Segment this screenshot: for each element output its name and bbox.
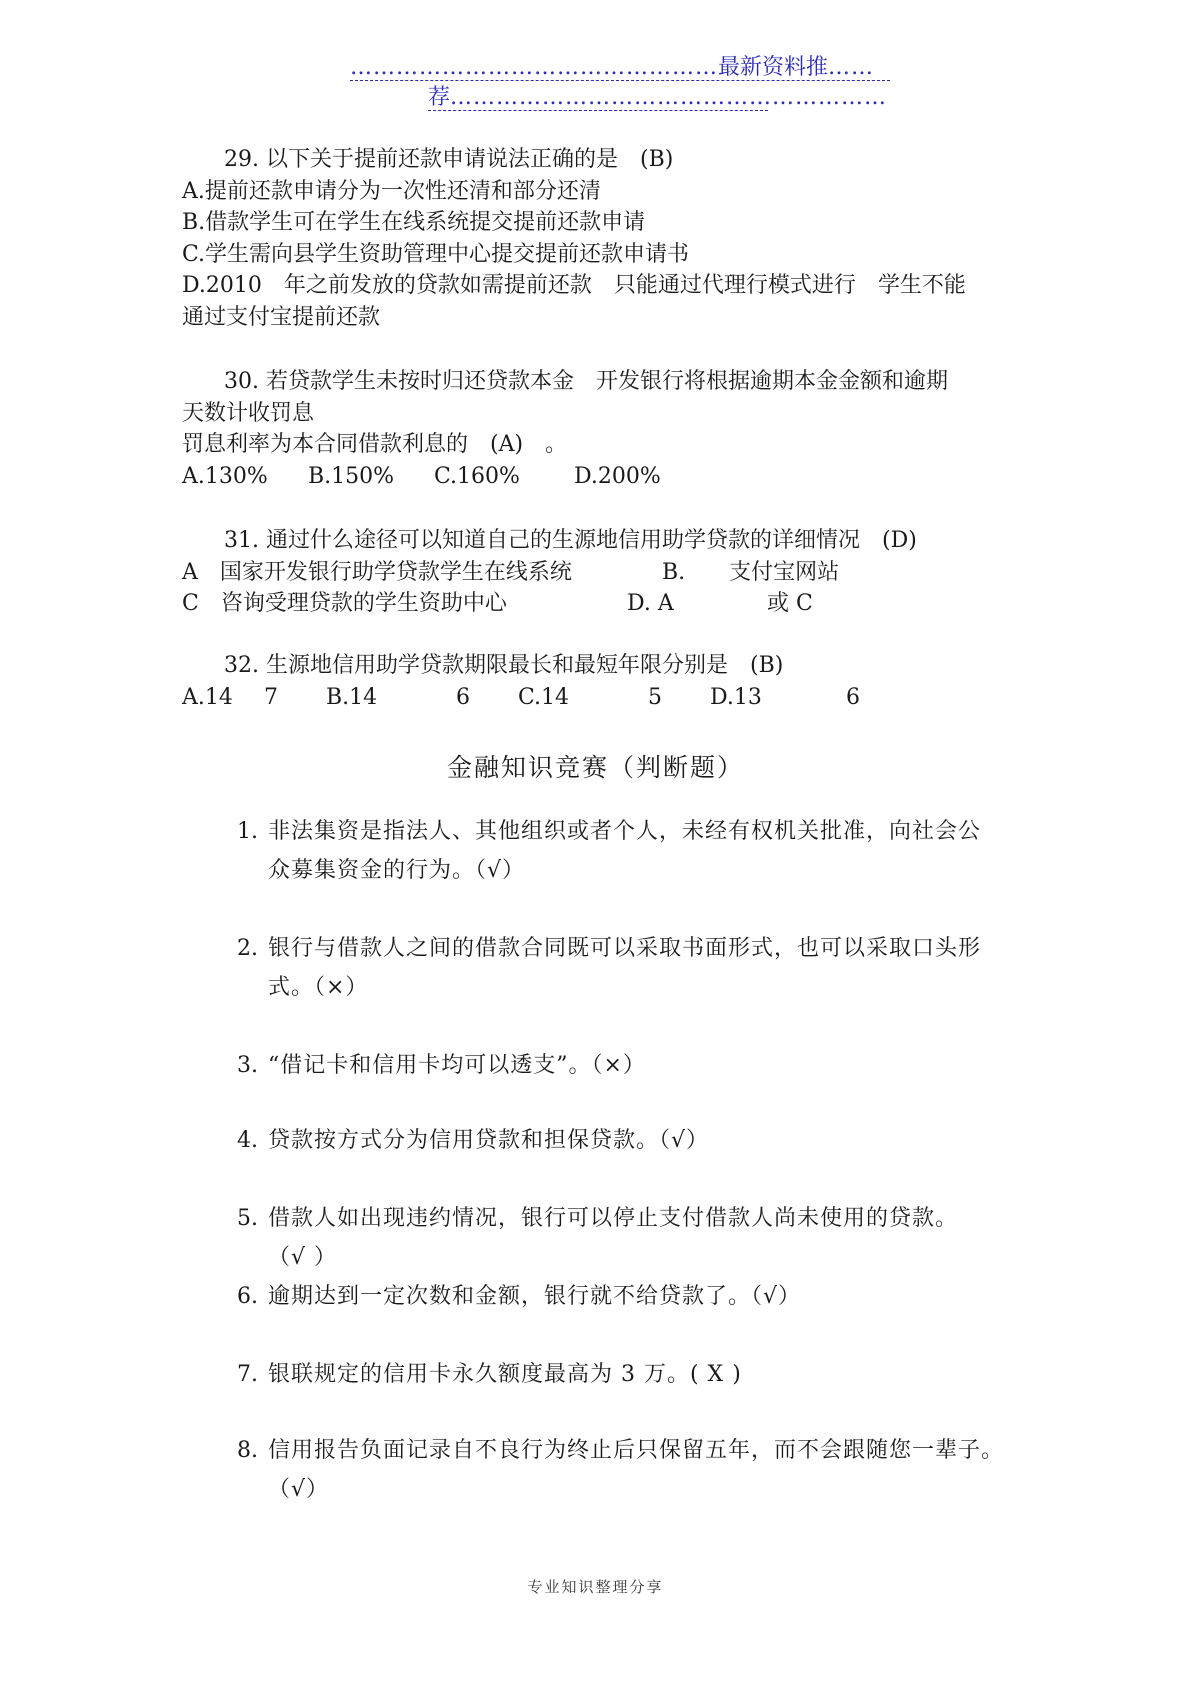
question-30-stem: 30. 若贷款学生未按时归还贷款本金 开发银行将根据逾期本金金额和逾期 (224, 369, 948, 394)
question-32-stem: 32. 生源地信用助学贷款期限最长和最短年限分别是 (B) (224, 653, 784, 678)
header-line-2[interactable] (428, 80, 928, 111)
question-31-row-1 (182, 557, 1042, 589)
q31-option-d-cont: 或 C (767, 591, 813, 616)
question-29-stem: 29. 以下关于提前还款申请说法正确的是 (B) (224, 147, 674, 172)
q31-option-d: D. A (627, 591, 674, 616)
question-32 (182, 650, 1042, 713)
item-number: 2. (237, 936, 258, 961)
item-text: “借记卡和信用卡均可以透支”。（×） (268, 1053, 646, 1078)
header-underline-2 (428, 110, 768, 111)
header-link-text[interactable]: 最新资料推 (718, 55, 829, 80)
question-31-row-2 (182, 588, 1042, 620)
item-number: 4. (237, 1128, 258, 1153)
item-text: 借款人如出现违约情况，银行可以停止支付借款人尚未使用的贷款。 （√ ） (268, 1206, 959, 1270)
q30-option-c: C.160% (434, 463, 520, 489)
item-text: 贷款按方式分为信用贷款和担保贷款。（√） (268, 1128, 710, 1153)
question-30-stem-cont-2: 罚息利率为本合同借款利息的 (A) 。 (182, 432, 568, 457)
q32-option-b-val: 6 (456, 684, 470, 710)
header-dots: ………………………………………… (350, 55, 718, 80)
question-29-option-c: C.学生需向县学生资助管理中心提交提前还款申请书 (182, 241, 690, 267)
q31-option-c: C 咨询受理贷款的学生资助中心 (182, 591, 507, 616)
item-text: 逾期达到一定次数和金额，银行就不给贷款了。（√） (268, 1284, 802, 1309)
header-line-1[interactable] (350, 50, 920, 81)
question-29-option-d-cont: 通过支付宝提前还款 (182, 304, 381, 330)
q30-option-d: D.200% (574, 463, 661, 489)
header-dots-tail: …… (828, 55, 875, 80)
page-footer: 专业知识整理分享 (527, 1578, 664, 1596)
item-number: 3. (237, 1053, 258, 1078)
header-link-text-2[interactable]: 荐 (428, 85, 451, 110)
question-30-options (182, 461, 1042, 493)
item-number: 5. (237, 1206, 258, 1231)
q32-option-a: A.14 (182, 684, 233, 710)
item-text: 银联规定的信用卡永久额度最高为 3 万。( X ) (268, 1362, 742, 1387)
question-29-option-b: B.借款学生可在学生在线系统提交提前还款申请 (182, 210, 646, 235)
item-number: 8. (237, 1438, 258, 1463)
question-29-option-a: A.提前还款申请分为一次性还清和部分还清 (182, 178, 601, 204)
section-title: 金融知识竞赛（判断题） (446, 753, 744, 782)
question-29-option-d: D.2010 年之前发放的贷款如需提前还款 只能通过代理行模式进行 学生不能 (182, 273, 966, 298)
item-text: 信用报告负面记录自不良行为终止后只保留五年，而不会跟随您一辈子。 （√） (268, 1438, 1005, 1502)
q31-option-a: A 国家开发银行助学贷款学生在线系统 (182, 559, 572, 585)
item-text: 银行与借款人之间的借款合同既可以采取书面形式，也可以采取口头形 式。（×） (268, 936, 982, 1000)
q32-option-c: C.14 (518, 684, 570, 710)
header-dots-2: ………………………………………………… (450, 85, 888, 110)
question-32-options (182, 682, 1042, 714)
question-29 (182, 144, 1042, 333)
q32-option-a-val: 7 (264, 684, 278, 710)
q30-option-a: A.130% (182, 463, 268, 489)
question-30 (182, 366, 1042, 492)
q32-option-d: D.13 (710, 684, 762, 710)
item-number: 6. (237, 1284, 258, 1309)
question-31-stem: 31. 通过什么途径可以知道自己的生源地信用助学贷款的详细情况 (D) (224, 528, 917, 553)
item-number: 7. (237, 1362, 258, 1387)
q31-option-b: B. 支付宝网站 (662, 559, 840, 585)
q32-option-d-val: 6 (846, 684, 860, 710)
q32-option-c-val: 5 (648, 684, 662, 710)
item-text: 非法集资是指法人、其他组织或者个人，未经有权机关批准，向社会公 众募集资金的行为。（√） (268, 819, 982, 883)
question-31 (182, 525, 1042, 620)
q32-option-b: B.14 (326, 684, 378, 710)
item-number: 1. (237, 819, 258, 844)
question-30-stem-cont: 天数计收罚息 (182, 400, 315, 426)
q30-option-b: B.150% (308, 463, 395, 489)
